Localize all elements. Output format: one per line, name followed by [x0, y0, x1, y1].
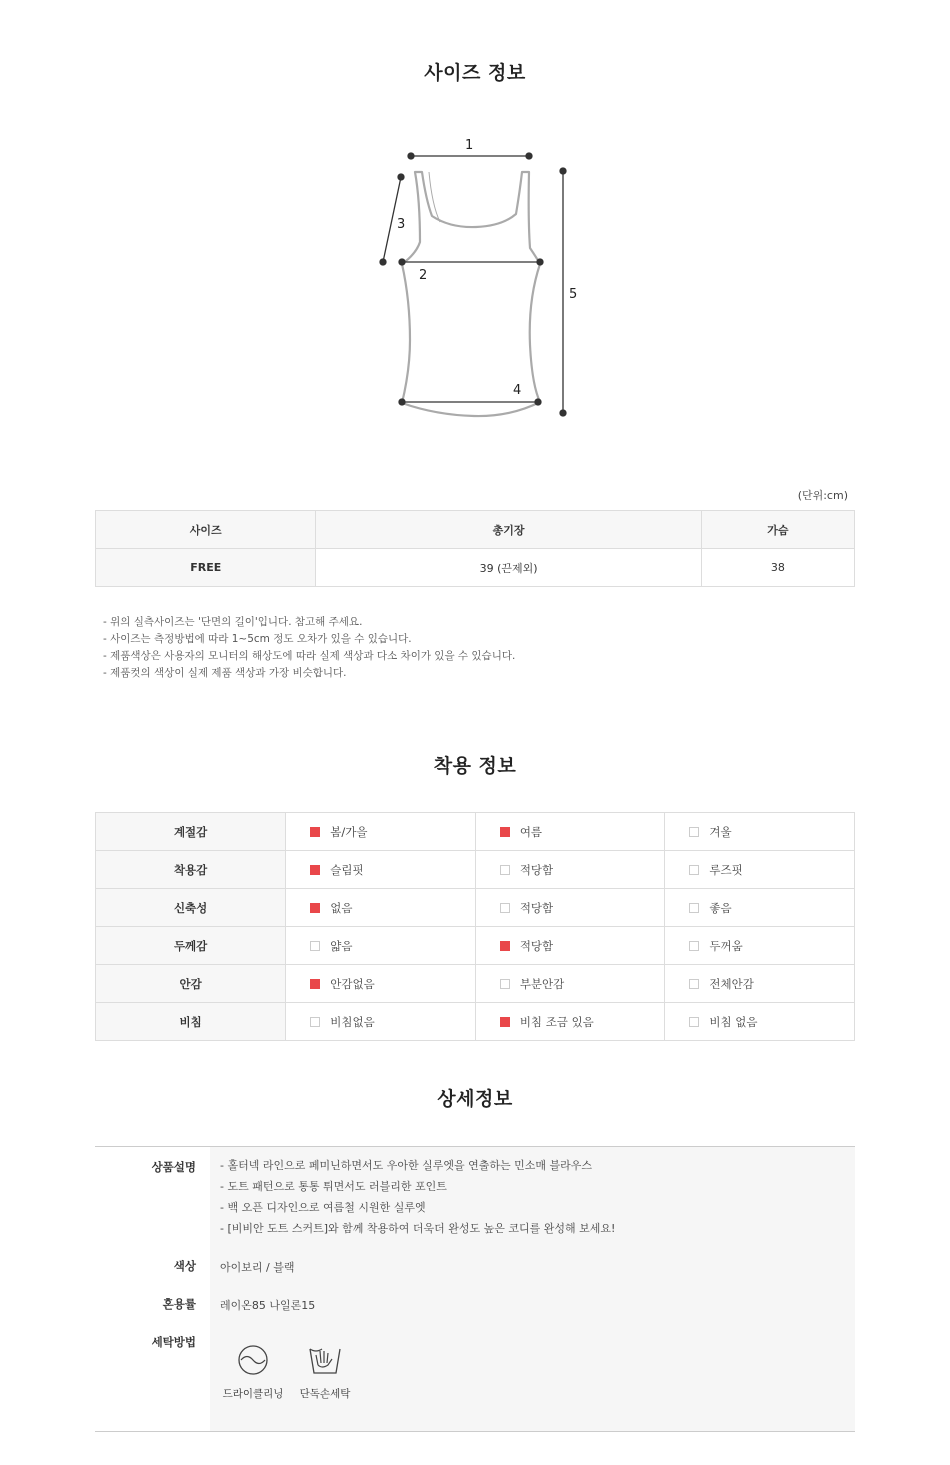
desc-line: - [비비안 도트 스커트]와 함께 착용하여 더욱더 완성도 높은 코디를 완성해 보세요!: [220, 1222, 616, 1235]
fit-option: [475, 927, 665, 965]
tank-top-measurement-diagram: [370, 130, 590, 430]
checked-box-icon: [310, 979, 320, 989]
wash-item-dry-clean: [221, 1343, 285, 1401]
fit-option: [665, 965, 855, 1003]
unchecked-box-icon: [310, 1017, 320, 1027]
measure-label-3: 3: [397, 217, 406, 232]
measure-label-4: 4: [513, 383, 522, 398]
table-row: [96, 1003, 855, 1041]
note-line: - 위의 실측사이즈는 '단면의 길이'입니다. 참고해 주세요.: [103, 616, 363, 628]
desc-line: - 도트 패턴으로 통통 튀면서도 러블리한 포인트: [220, 1180, 447, 1193]
table-row: [96, 927, 855, 965]
unit-label: (단위:cm): [797, 489, 848, 502]
unchecked-box-icon: [310, 941, 320, 951]
material-label: 혼용률: [162, 1297, 196, 1311]
fit-row-label: 비침: [96, 1003, 286, 1041]
unchecked-box-icon: [689, 827, 699, 837]
fit-option: [475, 965, 665, 1003]
wash-text: 단독손세탁: [299, 1388, 351, 1400]
fit-info-table: [95, 812, 855, 1041]
fit-option-label: 두꺼움: [709, 938, 743, 953]
fit-option-label: 적당함: [519, 938, 554, 953]
hand-wash-icon: [306, 1341, 344, 1377]
fit-option-label: 얇음: [330, 938, 353, 953]
size-header-size: 사이즈: [96, 511, 316, 549]
length-cell: 39 (끈제외): [316, 549, 701, 587]
desc-line: - 홀터넥 라인으로 페미닌하면서도 우아한 실루엣을 연출하는 민소매 블라우스: [220, 1159, 592, 1172]
note-line: - 사이즈는 측정방법에 따라 1~5cm 정도 오차가 있을 수 있습니다.: [103, 633, 412, 645]
fit-row-label: 신축성: [96, 889, 286, 927]
wash-text: 드라이클리닝: [222, 1388, 284, 1400]
fit-option-label: 슬림핏: [330, 862, 364, 877]
unchecked-box-icon: [500, 865, 510, 875]
fit-option-label: 봄/가을: [330, 824, 368, 839]
fit-option: [475, 889, 665, 927]
fit-option: [286, 851, 476, 889]
unchecked-box-icon: [689, 865, 699, 875]
fit-option: [286, 813, 476, 851]
fit-row-label: 계절감: [96, 813, 286, 851]
measure-label-5: 5: [569, 287, 578, 302]
fit-row-label: 착용감: [96, 851, 286, 889]
fit-option-label: 적당함: [519, 862, 554, 877]
unchecked-box-icon: [689, 1017, 699, 1027]
color-value: 아이보리 / 블랙: [220, 1261, 295, 1274]
material-value: 레이온85 나일론15: [220, 1299, 316, 1312]
garment-outline: [402, 172, 540, 416]
fit-option-label: 안감없음: [330, 976, 375, 991]
wash-label: 세탁방법: [151, 1335, 196, 1349]
fit-row-label: 두께감: [96, 927, 286, 965]
fit-option: [475, 813, 665, 851]
checked-box-icon: [310, 865, 320, 875]
fit-option-label: 여름: [519, 824, 543, 839]
fit-option: [286, 889, 476, 927]
size-table-header: [96, 511, 855, 549]
fit-option: [286, 965, 476, 1003]
fit-option-label: 비침 조금 있음: [519, 1014, 594, 1029]
fit-option: [665, 813, 855, 851]
measure-label-1: 1: [465, 138, 474, 153]
size-section-title: 사이즈 정보: [424, 62, 526, 84]
checked-box-icon: [310, 903, 320, 913]
note-line: - 제품색상은 사용자의 모니터의 해상도에 따라 실제 색상과 다소 차이가 있을 수 있습니다.: [103, 650, 516, 662]
unchecked-box-icon: [689, 903, 699, 913]
detail-section-title: 상세정보: [437, 1088, 513, 1110]
fit-option: [286, 927, 476, 965]
checked-box-icon: [500, 1017, 510, 1027]
table-row: [96, 851, 855, 889]
table-row: [96, 813, 855, 851]
fit-option: [665, 927, 855, 965]
unchecked-box-icon: [500, 903, 510, 913]
fit-option-label: 비침없음: [330, 1014, 375, 1029]
unchecked-box-icon: [500, 979, 510, 989]
fit-option-label: 겨울: [709, 824, 732, 839]
checked-box-icon: [500, 941, 510, 951]
fit-option: [475, 851, 665, 889]
color-label: 색상: [173, 1259, 196, 1273]
fit-option-label: 전체안감: [709, 976, 754, 991]
fit-section-title: 착용 정보: [433, 755, 517, 777]
wash-item-hand-wash: [295, 1341, 355, 1401]
fit-option-label: 비침 없음: [709, 1014, 758, 1029]
product-description: [220, 1155, 615, 1239]
desc-label: 상품설명: [151, 1160, 196, 1174]
dry-clean-icon: [236, 1343, 270, 1377]
note-line: - 제품컷의 색상이 실제 제품 색상과 가장 비슷합니다.: [103, 667, 347, 679]
chest-cell: 38: [701, 549, 854, 587]
fit-option: [475, 1003, 665, 1041]
fit-option-label: 부분안감: [519, 976, 565, 991]
size-cell: FREE: [96, 549, 316, 587]
unchecked-box-icon: [689, 979, 699, 989]
table-row: [96, 549, 855, 587]
size-header-length: 총기장: [316, 511, 701, 549]
fit-option: [665, 851, 855, 889]
measure-label-2: 2: [419, 268, 428, 283]
fit-option: [665, 1003, 855, 1041]
size-notes: [103, 614, 515, 682]
table-row: [96, 889, 855, 927]
fit-option-label: 루즈핏: [709, 862, 743, 877]
fit-option-label: 없음: [330, 900, 353, 915]
detail-info-box: [95, 1146, 855, 1432]
fit-row-label: 안감: [96, 965, 286, 1003]
fit-option: [665, 889, 855, 927]
fit-option-label: 적당함: [519, 900, 554, 915]
checked-box-icon: [310, 827, 320, 837]
desc-line: - 백 오픈 디자인으로 여름철 시원한 실루엣: [220, 1201, 426, 1214]
fit-option: [286, 1003, 476, 1041]
size-header-chest: 가슴: [701, 511, 854, 549]
unchecked-box-icon: [689, 941, 699, 951]
table-row: [96, 965, 855, 1003]
checked-box-icon: [500, 827, 510, 837]
fit-option-label: 좋음: [709, 900, 732, 915]
size-table: [95, 510, 855, 587]
